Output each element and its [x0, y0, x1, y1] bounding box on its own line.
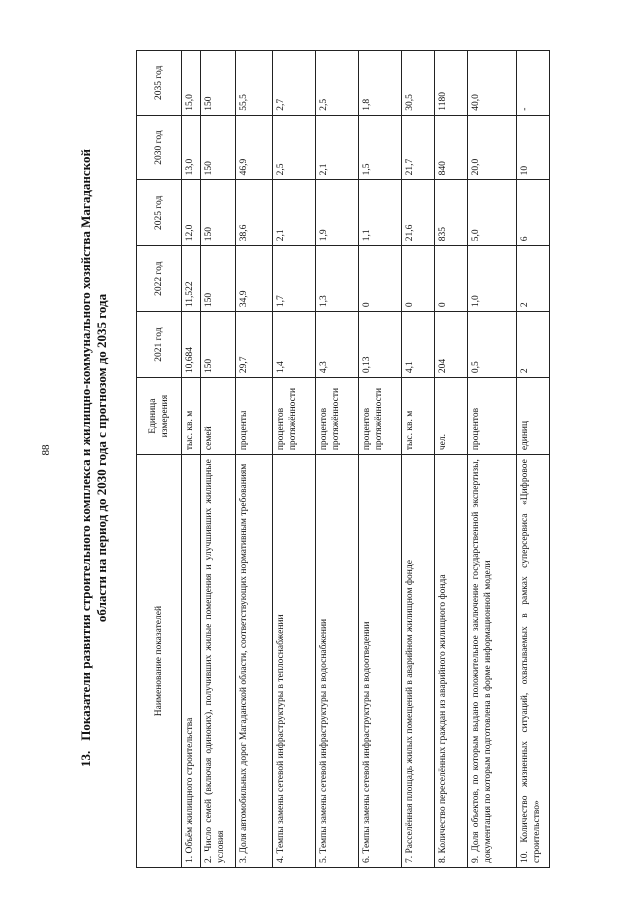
- indicators-table-wrap: [136, 48, 550, 868]
- row-value-2035: 55,5: [236, 51, 273, 116]
- row-value-2030: 21,7: [402, 115, 435, 180]
- table-row: [182, 51, 201, 868]
- row-name: 6. Темпы замены сетевой инфраструктуры в водоотведении: [359, 455, 402, 868]
- row-value-2025: 2,1: [273, 180, 316, 246]
- row-value-2025: 38,6: [236, 180, 273, 246]
- page-number: 88: [40, 444, 52, 456]
- row-value-2035: 1,8: [359, 51, 402, 116]
- row-name: 7. Расселённая площадь жилых помещений в аварийном жилищном фонде: [402, 455, 435, 868]
- row-value-2025: 12,0: [182, 180, 201, 246]
- header-name: Наименование показателей: [137, 455, 182, 868]
- row-value-2025: 21,6: [402, 180, 435, 246]
- row-value-2022: 11,522: [182, 246, 201, 312]
- indicators-table: [136, 50, 550, 868]
- row-value-2030: 13,0: [182, 115, 201, 180]
- row-name: 1. Объём жилищного строительства: [182, 455, 201, 868]
- row-name: 2. Число семей (включая одиноких), получивших жилые помещения и улучшивших жилищные условия: [201, 455, 236, 868]
- row-value-2030: 20,0: [468, 115, 517, 180]
- row-value-2025: 150: [201, 180, 236, 246]
- row-value-2021: 0,13: [359, 312, 402, 378]
- row-name: 8. Количество переселённых граждан из аварийного жилищного фонда: [435, 455, 468, 868]
- row-value-2025: 6: [517, 180, 550, 246]
- row-value-2022: 0: [435, 246, 468, 312]
- row-unit: процентов протяжённости: [359, 378, 402, 455]
- section-number: 13.: [78, 750, 93, 767]
- row-value-2035: 30,5: [402, 51, 435, 116]
- table-row: [201, 51, 236, 868]
- row-value-2035: 2,7: [273, 51, 316, 116]
- table-row: [273, 51, 316, 868]
- row-value-2022: 1,7: [273, 246, 316, 312]
- row-name: 10. Количество жизненных ситуаций, охватываемых в рамках суперсервиса «Цифровое строительство»: [517, 455, 550, 868]
- row-unit: процентов протяжённости: [273, 378, 316, 455]
- rotated-page-content: [78, 48, 618, 868]
- header-unit: Единица измерения: [137, 378, 182, 455]
- row-value-2021: 0,5: [468, 312, 517, 378]
- row-value-2030: 1,5: [359, 115, 402, 180]
- row-value-2022: 1,3: [316, 246, 359, 312]
- row-unit: чел.: [435, 378, 468, 455]
- title-line-2: области на период до 2030 года с прогнозом до 2035 года: [94, 293, 109, 623]
- row-value-2025: 5,0: [468, 180, 517, 246]
- row-value-2030: 840: [435, 115, 468, 180]
- table-header-row: [137, 51, 182, 868]
- row-value-2021: 150: [201, 312, 236, 378]
- row-unit: процентов: [468, 378, 517, 455]
- row-value-2030: 2,1: [316, 115, 359, 180]
- document-title: [78, 48, 128, 868]
- table-row: [236, 51, 273, 868]
- row-value-2030: 10: [517, 115, 550, 180]
- row-name: 9. Доля объектов, по которым выдано положительное заключение государственной экспертизы, документация по которым подготовлена в форме информационной модели: [468, 455, 517, 868]
- row-value-2021: 2: [517, 312, 550, 378]
- header-2022: 2022 год: [137, 246, 182, 312]
- row-value-2021: 4,1: [402, 312, 435, 378]
- row-value-2035: 1180: [435, 51, 468, 116]
- row-value-2025: 835: [435, 180, 468, 246]
- row-value-2025: 1,9: [316, 180, 359, 246]
- row-value-2022: 150: [201, 246, 236, 312]
- table-row: [316, 51, 359, 868]
- row-value-2021: 29,7: [236, 312, 273, 378]
- row-value-2021: 10,684: [182, 312, 201, 378]
- row-name: 3. Доля автомобильных дорог Магаданской области, соответствующих нормативным требованиям: [236, 455, 273, 868]
- row-value-2035: 40,0: [468, 51, 517, 116]
- row-unit: семей: [201, 378, 236, 455]
- row-value-2030: 46,9: [236, 115, 273, 180]
- row-value-2035: 2,5: [316, 51, 359, 116]
- row-unit: тыс. кв. м: [182, 378, 201, 455]
- header-2021: 2021 год: [137, 312, 182, 378]
- row-value-2022: 34,9: [236, 246, 273, 312]
- row-unit: процентов протяжённости: [316, 378, 359, 455]
- row-unit: единиц: [517, 378, 550, 455]
- row-value-2030: 2,5: [273, 115, 316, 180]
- row-value-2022: 0: [402, 246, 435, 312]
- header-2030: 2030 год: [137, 115, 182, 180]
- row-value-2035: 15,0: [182, 51, 201, 116]
- title-line-1: Показатели развития строительного комплекса и жилищно-коммунального хозяйства Магаданской: [78, 149, 93, 741]
- header-2025: 2025 год: [137, 180, 182, 246]
- table-row: [359, 51, 402, 868]
- table-row: [468, 51, 517, 868]
- row-value-2022: 1,0: [468, 246, 517, 312]
- row-value-2025: 1,1: [359, 180, 402, 246]
- row-value-2022: 2: [517, 246, 550, 312]
- row-value-2022: 0: [359, 246, 402, 312]
- table-row: [402, 51, 435, 868]
- row-value-2030: 150: [201, 115, 236, 180]
- row-value-2021: 204: [435, 312, 468, 378]
- row-name: 4. Темпы замены сетевой инфраструктуры в теплоснабжении: [273, 455, 316, 868]
- row-unit: проценты: [236, 378, 273, 455]
- table-row: [517, 51, 550, 868]
- row-name: 5. Темпы замены сетевой инфраструктуры в водоснабжении: [316, 455, 359, 868]
- row-value-2035: -: [517, 51, 550, 116]
- row-value-2021: 1,4: [273, 312, 316, 378]
- row-value-2035: 150: [201, 51, 236, 116]
- row-value-2021: 4,3: [316, 312, 359, 378]
- header-2035: 2035 год: [137, 51, 182, 116]
- table-row: [435, 51, 468, 868]
- row-unit: тыс. кв. м: [402, 378, 435, 455]
